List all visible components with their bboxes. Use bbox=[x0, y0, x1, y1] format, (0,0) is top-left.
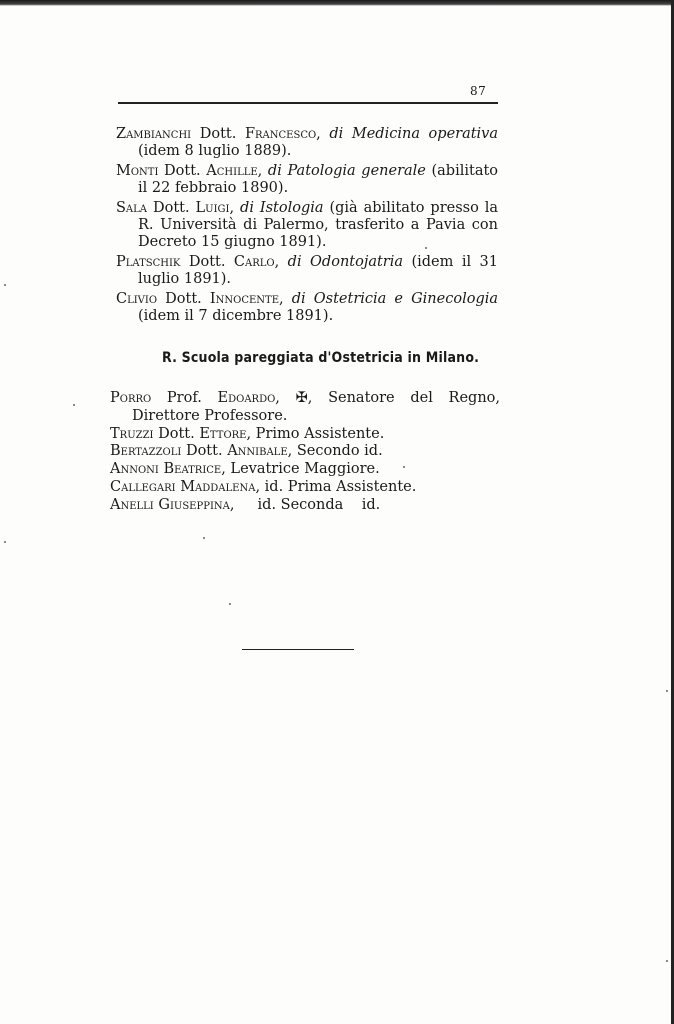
list-item: Truzzi Dott. Ettore, Primo Assistente. bbox=[110, 425, 385, 442]
page-number: 87 bbox=[470, 84, 487, 98]
scan-speck bbox=[73, 404, 75, 406]
list-item: Annoni Beatrice, Levatrice Maggiore. bbox=[110, 461, 380, 478]
scan-speck bbox=[4, 541, 6, 543]
list-item: Monti Dott. Achille, di Patologia generale (abilitato il 22 febbraio 1890). bbox=[116, 162, 499, 197]
list-item: Zambianchi Dott. Francesco, di Medicina operativa (idem 8 luglio 1889). bbox=[116, 126, 499, 160]
scan-speck bbox=[425, 247, 427, 249]
scan-speck bbox=[403, 466, 405, 468]
list-item: Callegari Maddalena, id. Prima Assistente. bbox=[110, 478, 417, 495]
scan-speck bbox=[4, 284, 6, 286]
list-item: Bertazzoli Dott. Annibale, Secondo id. bbox=[110, 443, 383, 460]
list-item: Clivio Dott. Innocente, di Ostetricia e Ginecologia (idem il 7 dicembre 1891). bbox=[116, 290, 499, 325]
list-item: Anelli Giuseppina, id. Seconda id. bbox=[110, 496, 381, 513]
scan-speck bbox=[666, 690, 668, 692]
scan-speck bbox=[203, 537, 205, 539]
list-item: Sala Dott. Luigi, di Istologia (già abilitato presso la R. Università di Palermo, trasferito a Pavia con Decreto 15 giugno 1891). bbox=[116, 199, 499, 251]
staff-list bbox=[110, 390, 500, 515]
closing-rule bbox=[242, 649, 354, 650]
list-item: Porro Prof. Edoardo, ✠, Senatore del Regno, Direttore Professore. bbox=[110, 390, 500, 424]
docent-list bbox=[116, 126, 498, 327]
header-rule bbox=[118, 102, 498, 104]
scan-top-border bbox=[0, 0, 674, 6]
list-item: Platschik Dott. Carlo, di Odontojatria (idem il 31 luglio 1891). bbox=[116, 253, 498, 288]
section-heading: R. Scuola pareggiata d'Ostetricia in Milano. bbox=[162, 350, 480, 366]
scan-speck bbox=[229, 603, 231, 605]
scan-speck bbox=[666, 960, 668, 962]
